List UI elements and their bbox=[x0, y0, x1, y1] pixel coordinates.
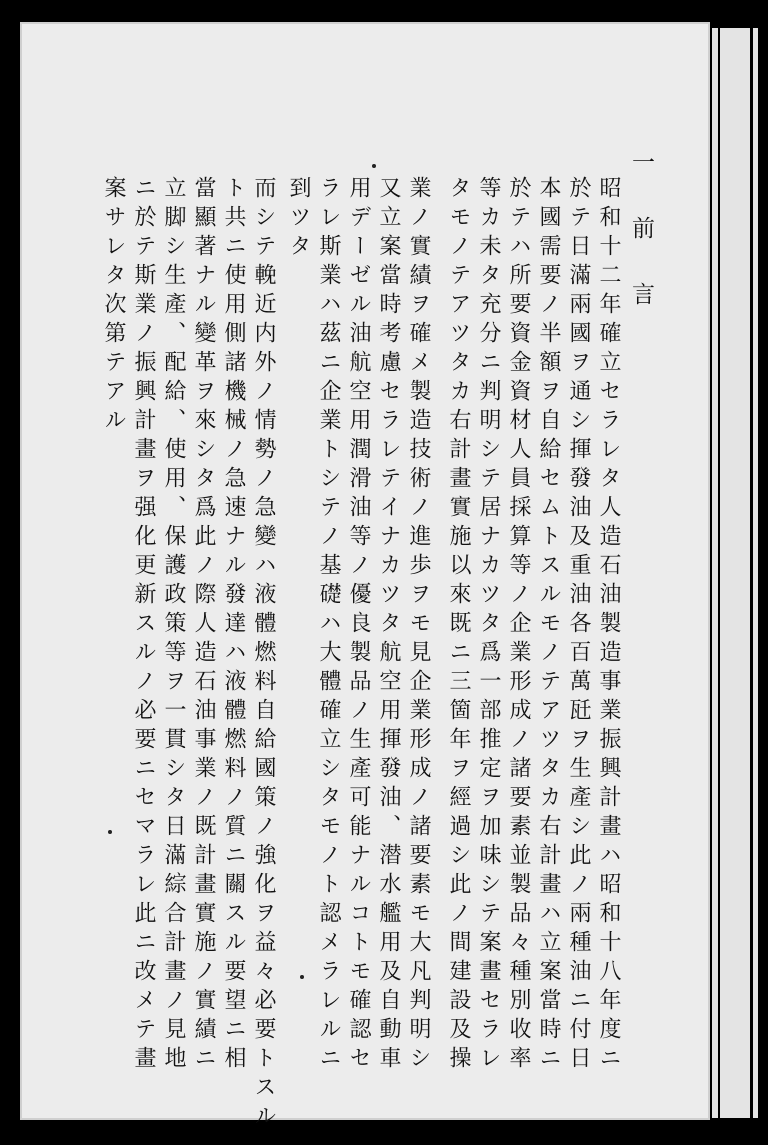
ink-dot bbox=[108, 830, 112, 834]
text-column-2: 於テ日滿兩國ヲ通シ揮發油及重油各百萬瓩ヲ生產シ此ノ兩種油ニ付日 bbox=[566, 176, 591, 1075]
text-column-8: 又立案當時考慮セラレテイナカツタ航空用揮發油、潜水艦用及自動車 bbox=[376, 176, 401, 1075]
text-column-15: 立脚シ生產、配給、使用、保護政策等ヲ一貫シタ日滿綜合計畫ノ見地 bbox=[161, 176, 186, 1075]
section-heading: 一 前 言 bbox=[628, 150, 654, 315]
ink-dot bbox=[300, 975, 304, 979]
text-column-5: 等カ未タ充分ニ判明シテ居ナカツタ爲一部推定ヲ加味シテ案畫セラレ bbox=[476, 176, 501, 1075]
text-column-12: 而シテ輓近内外ノ情勢ノ急變ハ液體燃料自給國策ノ強化ヲ益々必要トスル bbox=[251, 176, 276, 1133]
text-column-1: 昭和十二年確立セラレタ人造石油製造事業振興計畫ハ昭和十八年度ニ bbox=[596, 176, 621, 1075]
text-column-16: ニ於テ斯業ノ振興計畫ヲ强化更新スルノ必要ニセマラレ此ニ改メテ畫 bbox=[131, 176, 156, 1075]
text-column-9: 用デーゼル油航空用潤滑油等ノ優良製品ノ生產可能ナルコトモ確認セ bbox=[346, 176, 371, 1075]
text-column-14: 當顯著ナル變革ヲ來シタ爲此ノ際人造石油事業ノ既計畫實施ノ實績ニ bbox=[191, 176, 216, 1075]
text-column-6: タモノテアツタカ右計畫實施以來既ニ三箇年ヲ經過シ此ノ間建設及操 bbox=[446, 176, 471, 1075]
text-column-13: ト共ニ使用側諸機械ノ急速ナル發達ハ液體燃料ノ質ニ關スル要望ニ相 bbox=[221, 176, 246, 1075]
text-column-4: 於テハ所要資金資材人員採算等ノ企業形成ノ諸要素並製品々種別收率 bbox=[506, 176, 531, 1075]
text-column-17: 案サレタ次第テアル bbox=[101, 176, 126, 437]
text-column-3: 本國需要ノ半額ヲ自給セムトスルモノテアツタカ右計畫ハ立案當時ニ bbox=[536, 176, 561, 1075]
text-column-11: 到ツタ bbox=[286, 176, 311, 263]
text-column-7: 業ノ實績ヲ確メ製造技術ノ進歩ヲモ見企業形成ノ諸要素モ大凡判明シ bbox=[406, 176, 431, 1075]
ink-dot bbox=[372, 164, 376, 168]
text-column-10: ラレ斯業ハ茲ニ企業トシテノ基礎ハ大體確立シタモノト認メラレルニ bbox=[316, 176, 341, 1075]
